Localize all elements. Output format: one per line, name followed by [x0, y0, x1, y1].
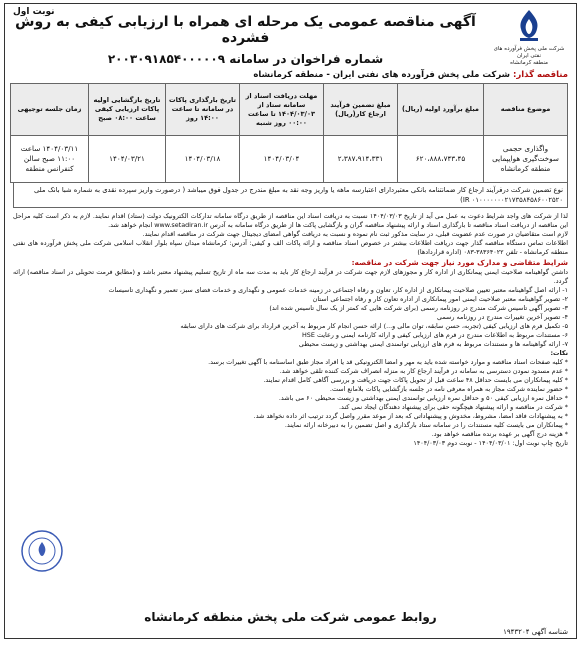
condition-item: ۲- تصویر گواهینامه معتبر صلاحیت ایمنی امور پیمانکاری از اداره تعاون کار و رفاه اجتماعی استان — [312, 295, 568, 303]
company-logo — [490, 8, 568, 67]
table-row — [11, 136, 568, 183]
note-item: * پیمانکاران می بایست کلیه مستندات را در سامانه ستاد بارگذاری و اصل تضمین را به دبیرخانه ارائه نمایند. — [284, 421, 568, 429]
notice-code: شناسه آگهی ۱۹۴۳۲۰۴ — [503, 628, 568, 636]
notice-header — [5, 4, 576, 68]
table-cell: ۱۴۰۴/۰۳/۱۱ ساعت ۱۱:۰۰ صبح سالن کنفرانس منطقه — [11, 136, 89, 183]
table-header-cell: مبلغ برآورد اولیه (ریال) — [398, 84, 484, 136]
notice-title: آگهی مناقصه عمومی یک مرحله ای همراه با ارزیابی کیفی به روش فشرده — [15, 14, 476, 46]
condition-item: ۳- تصویر آگهی تاسیس شرکت مندرج در روزنامه رسمی (برای شرکت هایی که کمتر از یک سال تاسیس شده اند) — [269, 304, 568, 312]
condition-item: ۴- تصویر آخرین تغییرات مندرج در روزنامه رسمی — [437, 313, 568, 321]
tender-notice — [4, 3, 577, 639]
tender-table — [10, 83, 568, 183]
note-item: * حداقل نمره ارزیابی کیفی ۵۰ و حداقل نمره ارزیابی توانمندی ایمنی بهداشتی و زیست محیطی ۶۰ می باشد. — [278, 394, 568, 402]
table-cell: ۱۴۰۴/۰۳/۰۴ — [240, 136, 324, 183]
note-item: * هزینه درج آگهی بر عهده برنده مناقصه خواهد بود. — [431, 430, 568, 438]
note-item: * حضور نماینده شرکت مجاز به همراه معرفی نامه در جلسه بازگشایی پاکات بلامانع است. — [329, 385, 568, 393]
body-paragraph: لذا از شرکت های واجد شرایط دعوت به عمل می آید از تاریخ ۱۴۰۴/۰۳/۰۳ نسبت به دریافت اسناد این مناقصه از طریق درگاه سامانه تدارکات الکترونیک دولت (ستاد) اقدام نمایند. لازم به ذکر است کلیه مراحل این مناقصه از دریافت اسناد مناقصه تا بارگذاری اسناد و ارائه پیشنهاد مناقصه گران و بازگشایی پاکت ها از طریق درگاه سامانه به آدرس www.setadiran.ir انجام خواهد شد. — [13, 212, 568, 229]
conditions-intro: داشتن گواهینامه صلاحیت ایمنی پیمانکاری از اداره کار و مجوزهای لازم جهت شرکت در فرآیند ارجاع کار باید به مدت سه ماه از تاریخ تسلیم پیشنهاد معتبر باشد و (مطابق فرمت تحویلی در اسناد مناقصه) ارائه گردد. — [13, 268, 568, 285]
table-header-cell: موضوع مناقصه — [484, 84, 568, 136]
footer-title: روابط عمومی شرکت ملی پخش منطقه کرمانشاه — [144, 610, 437, 624]
note-item: * کلیه صفحات اسناد مناقصه و موارد خواسته شده باید به مهر و امضا الکترونیکی قد یا افراد مجاز طبق اساسنامه با آگهی تغییرات برسد. — [208, 358, 568, 366]
note-item: * شرکت در مناقصه و ارائه پیشنهاد هیچگونه حقی برای پیشنهاد دهندگان ایجاد نمی کند. — [338, 403, 568, 411]
table-header-cell: مبلغ تضمین فرآیند ارجاع کار(ریال) — [324, 84, 398, 136]
body-paragraph: اطلاعات تماس دستگاه مناقصه گذار جهت دریافت اطلاعات بیشتر در خصوص اسناد مناقصه و ارائه پاکات الف و کیفی: آدرس: کرمانشاه میدان سپاه بلوار انقلاب اسلامی شرکت ملی پخش فرآورده های نفتی منطقه کرمانشاه - تلفن ۳۸۳۶۴۰۲۲-۰۸۳ (اداره قراردادها) — [13, 239, 568, 256]
condition-item: ۷- ارائه گواهینامه ها و مستندات مربوط به فرم های ارزیابی توانمندی ایمنی بهداشتی و زیست محیطی — [298, 340, 568, 348]
table-header-cell: تاریخ بارگذاری پاکات در سامانه تا ساعت ۱۴:۰۰ روز — [166, 84, 240, 136]
table-header-row — [11, 84, 568, 136]
table-header-cell: تاریخ بازگشایی اولیه پاکات ارزیابی کیفی ساعت ۰۸:۰۰ صبح — [89, 84, 166, 136]
table-cell: ۲،۳۸۷،۹۱۴،۳۳۱ — [324, 136, 398, 183]
table-cell: ۶۲۰،۸۸۸،۷۴۳،۴۵ — [398, 136, 484, 183]
table-cell: ۱۴۰۴/۰۳/۱۸ — [166, 136, 240, 183]
logo-caption-2: منطقه کرمانشاه — [510, 60, 548, 66]
table-cell: ۱۴۰۴/۰۳/۲۱ — [89, 136, 166, 183]
tenderer-value: شرکت ملی پخش فرآورده های نفتی ایران - منطقه کرمانشاه — [253, 70, 510, 80]
notice-body — [5, 208, 576, 448]
table-header-cell: زمان جلسه توجیهی — [11, 84, 89, 136]
condition-item: ۵- تکمیل فرم های ارزیابی کیفی (تجربه، حسن سابقه، توان مالی و...) ارائه حسن انجام کار مربوط به آخرین قرارداد برای شرکت های دارای سابقه — [180, 322, 568, 330]
table-cell: واگذاری حجمی سوخت‌گیری هوایپمایی منطقه کرمانشاه — [484, 136, 568, 183]
note-item: * به پیشنهادات فاقد امضا، مشروط، مخدوش و پیشنهاداتی که بعد از موعد مقرر واصل گردد ترتیب اثر داده نخواهد شد. — [253, 412, 568, 420]
guarantee-note: نوع تضمین شرکت درفرآیند ارجاع کار ضمانتنامه بانکی معتبردارای اعتبارسه ماهه یا واریز وجه نقد به مبلغ مندرج در جدول فوق میباشد ( درصورت واریز سپرده نقدی به شماره شبا بانک ملی ۰۱۰۰۰۰۰۰۰۲۱۷۳۵۸۴۵۸۶۰۰۲۵۲۰ IR) — [13, 183, 568, 208]
stamp-seal-icon — [19, 528, 65, 574]
conditions-title: شرایط متقاضی و مدارک مورد نیاز جهت شرکت در مناقصه: — [351, 258, 568, 267]
print-dates: تاریخ چاپ نوبت اول: ۱۴۰۴/۰۳/۰۱ - نوبت دوم ۱۴۰۴/۰۳/۰۳ — [413, 439, 568, 447]
title-block — [11, 6, 480, 66]
note-item: * کلیه پیمانکاران می بایست حداقل ۴۸ ساعت قبل از تحویل پاکات جهت دریافت و بررسی آگاهی کامل اقدام نمایند. — [263, 376, 568, 384]
condition-item: ۱- ارائه اصل گواهینامه معتبر تعیین صلاحیت پیمانکاری از اداره کار، تعاون و رفاه اجتماعی در زمینه خدمات عمومی و نگهداری و خدمات فضای سبز، تعمیر و نگهداری تاسیسات — [108, 286, 568, 294]
body-paragraph: لازم است متقاضیان در صورت عدم عضویت قبلی، در سایت مذکور ثبت نام نموده و نسبت به دریافت گواهی امضای دیجیتال جهت شرکت در مناقصه اقدام نمایند. — [142, 230, 568, 238]
logo-caption-1: شرکت ملی پخش فرآورده های نفتی ایران — [493, 46, 565, 59]
note-item: * عدم مسدود نمودن دسترسی به سامانه در فرآیند ارجاع کار به منزله انصراف شرکت کننده تلقی خواهد شد. — [279, 367, 568, 375]
tenderer-label: مناقصه گذار: — [512, 70, 568, 80]
condition-item: ۶- مستندات مربوط به اطلاعات مندرج در فرم های ارزیابی کیفی و ارائه کارنامه ایمنی و رعایت HSE — [302, 331, 568, 339]
call-number: شماره فراخوان در سامانه ۲۰۰۳۰۹۱۸۵۴۰۰۰۰۰۹ — [107, 52, 384, 66]
flame-logo-icon — [511, 8, 547, 42]
table-header-cell: مهلت دریافت اسناد از سامانه ستاد از ۱۴۰۴/۰۳/۰۳ تا ساعت ۰۰:۰۰ روز شنبه — [240, 84, 324, 136]
tenderer-line — [5, 70, 576, 80]
round-badge: نوبت اول — [13, 7, 55, 17]
notes-title: نکات: — [550, 349, 568, 357]
